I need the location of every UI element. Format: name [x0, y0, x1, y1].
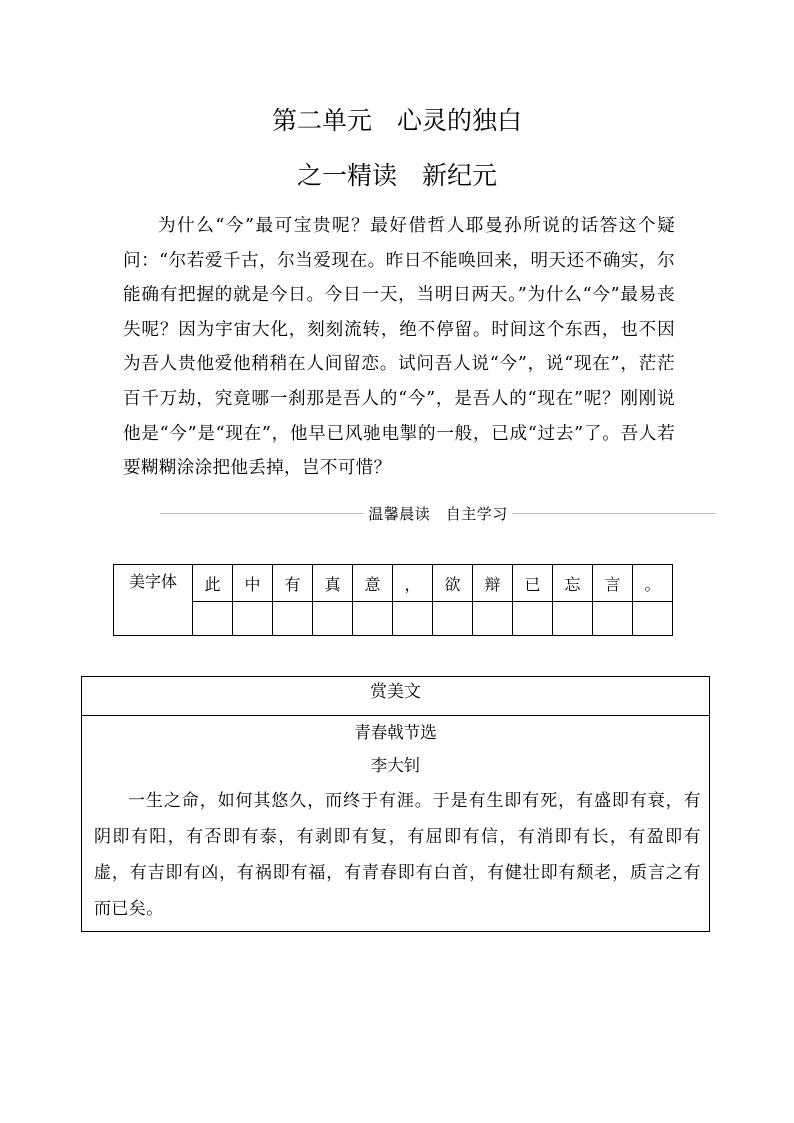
appreciation-text: 一生之命，如何其悠久，而终于有涯。于是有生即有死，有盛即有衰，有阴即有阳，有否即有泰，有剥即有复，有屈即有信，有消即有长，有盈即有虚，有吉即有凶，有祸即有福，有青春即有白首，有健壮即有颓老，质言之有而已矣。	[94, 791, 701, 919]
practice-cell[interactable]	[193, 602, 233, 636]
lesson-title: 之一精读 新纪元	[296, 161, 497, 190]
divider-line-left	[160, 513, 364, 514]
practice-cell[interactable]	[233, 602, 273, 636]
character-row	[114, 565, 673, 602]
char-cell: 言	[593, 565, 633, 602]
work-title: 青春㦸节选	[354, 723, 437, 742]
char-cell: 已	[513, 565, 553, 602]
divider-line-right	[512, 513, 716, 514]
practice-cell[interactable]	[273, 602, 313, 636]
char-cell: 有	[273, 565, 313, 602]
practice-cell[interactable]	[313, 602, 353, 636]
practice-cell[interactable]	[393, 602, 433, 636]
char-cell: 真	[313, 565, 353, 602]
intro-paragraph: 为什么“今”最可宝贵呢？最好借哲人耶曼孙所说的话答这个疑问：“尔若爱千古，尔当爱现在。昨日不能唤回来，明天还不确实，尔能确有把握的就是今日。今日一天，当明日两天。”为什么“今”最易丧失呢？因为宇宙大化，刻刻流转，绝不停留。时间这个东西，也不因为吾人贵他爱他稍稍在人间留恋。试问吾人说“今”，说“现在”，茫茫百千万劫，究竟哪一刹那是吾人的“今”，是吾人的“现在”呢？刚刚说他是“今”是“现在”，他早已风驰电掣的一般，已成“过去”了。吾人若要糊糊涂涂把他丢掉，岂不可惜？	[123, 216, 675, 479]
appreciation-heading: 赏美文	[82, 677, 709, 716]
unit-title: 第二单元 心灵的独白	[271, 106, 522, 135]
section-divider	[160, 502, 716, 524]
practice-cell[interactable]	[513, 602, 553, 636]
char-cell: 忘	[553, 565, 593, 602]
char-cell: 中	[233, 565, 273, 602]
author-name: 李大钊	[370, 756, 421, 775]
char-cell: 辩	[473, 565, 513, 602]
char-cell: 此	[193, 565, 233, 602]
practice-cell[interactable]	[433, 602, 473, 636]
practice-cell[interactable]	[353, 602, 393, 636]
calligraphy-practice-table	[113, 564, 673, 636]
char-cell: ，	[393, 565, 433, 602]
practice-row	[114, 602, 673, 636]
appreciation-box	[81, 676, 710, 932]
calligraphy-header: 美字体	[114, 565, 193, 636]
char-cell: 欲	[433, 565, 473, 602]
practice-cell[interactable]	[473, 602, 513, 636]
section-divider-label: 温馨晨读 自主学习	[368, 504, 508, 523]
char-cell: 。	[633, 565, 673, 602]
practice-cell[interactable]	[593, 602, 633, 636]
char-cell: 意	[353, 565, 393, 602]
practice-cell[interactable]	[633, 602, 673, 636]
practice-cell[interactable]	[553, 602, 593, 636]
